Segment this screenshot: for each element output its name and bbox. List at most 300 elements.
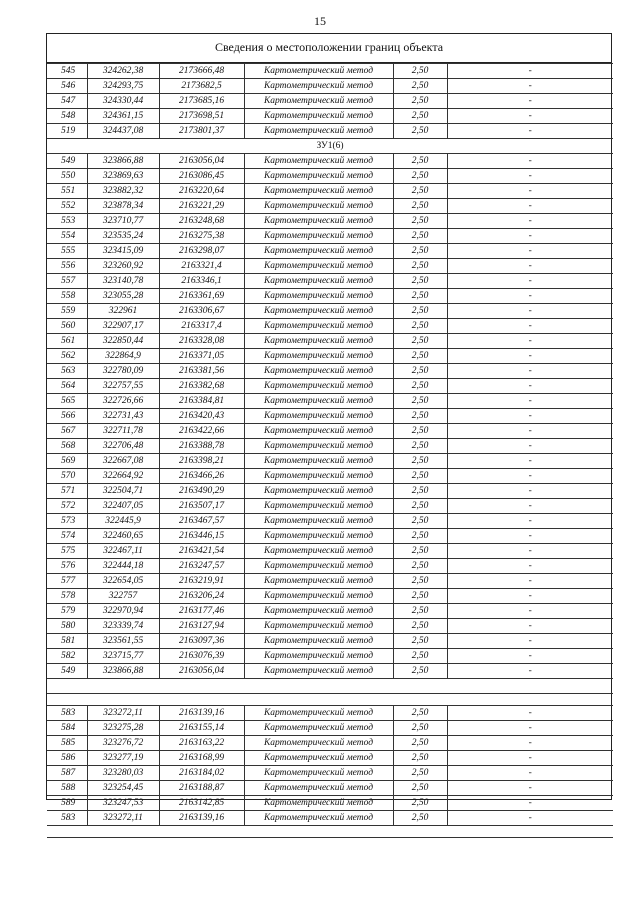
accuracy-cell: 2,50 (393, 499, 447, 514)
point-number-cell: 586 (47, 751, 87, 766)
y-coordinate-cell: 2163219,91 (159, 574, 244, 589)
y-coordinate-cell: 2163056,04 (159, 664, 244, 679)
y-coordinate-cell: 2173682,5 (159, 79, 244, 94)
accuracy-cell: 2,50 (393, 274, 447, 289)
table-row (47, 304, 613, 319)
y-coordinate-cell: 2163361,69 (159, 289, 244, 304)
y-coordinate-cell: 2163177,46 (159, 604, 244, 619)
point-number-cell: 565 (47, 394, 87, 409)
note-cell: - (447, 664, 613, 679)
accuracy-cell: 2,50 (393, 334, 447, 349)
x-coordinate-cell: 323247,53 (87, 796, 159, 811)
y-coordinate-cell: 2163248,68 (159, 214, 244, 229)
point-number-cell: 564 (47, 379, 87, 394)
point-number-cell: 551 (47, 184, 87, 199)
accuracy-cell: 2,50 (393, 484, 447, 499)
point-number-cell: 577 (47, 574, 87, 589)
point-number-cell: 557 (47, 274, 87, 289)
accuracy-cell: 2,50 (393, 259, 447, 274)
x-coordinate-cell: 322407,05 (87, 499, 159, 514)
y-coordinate-cell: 2163206,24 (159, 589, 244, 604)
point-number-cell: 545 (47, 64, 87, 79)
method-cell: Картометрический метод (244, 184, 393, 199)
note-cell: - (447, 364, 613, 379)
method-cell: Картометрический метод (244, 169, 393, 184)
accuracy-cell: 2,50 (393, 229, 447, 244)
accuracy-cell: 2,50 (393, 664, 447, 679)
x-coordinate-cell: 323055,28 (87, 289, 159, 304)
note-cell: - (447, 454, 613, 469)
table-row (47, 214, 613, 229)
y-coordinate-cell: 2163139,16 (159, 706, 244, 721)
method-cell: Картометрический метод (244, 94, 393, 109)
x-coordinate-cell: 323415,09 (87, 244, 159, 259)
y-coordinate-cell: 2173698,51 (159, 109, 244, 124)
method-cell: Картометрический метод (244, 529, 393, 544)
accuracy-cell: 2,50 (393, 796, 447, 811)
y-coordinate-cell: 2163422,66 (159, 424, 244, 439)
x-coordinate-cell: 322654,05 (87, 574, 159, 589)
y-coordinate-cell: 2163346,1 (159, 274, 244, 289)
accuracy-cell: 2,50 (393, 424, 447, 439)
method-cell: Картометрический метод (244, 589, 393, 604)
y-coordinate-cell: 2163220,64 (159, 184, 244, 199)
point-number-cell: 560 (47, 319, 87, 334)
table-row (47, 229, 613, 244)
method-cell: Картометрический метод (244, 664, 393, 679)
method-cell: Картометрический метод (244, 424, 393, 439)
accuracy-cell: 2,50 (393, 394, 447, 409)
x-coordinate-cell: 323275,28 (87, 721, 159, 736)
accuracy-cell: 2,50 (393, 169, 447, 184)
method-cell: Картометрический метод (244, 304, 393, 319)
accuracy-cell: 2,50 (393, 649, 447, 664)
table-row (47, 589, 613, 604)
table-row (47, 766, 613, 781)
table-row (47, 736, 613, 751)
note-cell: - (447, 559, 613, 574)
note-cell: - (447, 304, 613, 319)
note-cell: - (447, 334, 613, 349)
note-cell: - (447, 289, 613, 304)
accuracy-cell: 2,50 (393, 766, 447, 781)
table-row (47, 796, 613, 811)
accuracy-cell: 2,50 (393, 409, 447, 424)
x-coordinate-cell: 322726,66 (87, 394, 159, 409)
x-coordinate-cell: 322780,09 (87, 364, 159, 379)
accuracy-cell: 2,50 (393, 304, 447, 319)
table-row (47, 706, 613, 721)
x-coordinate-cell: 323869,63 (87, 169, 159, 184)
point-number-cell: 588 (47, 781, 87, 796)
note-cell: - (447, 349, 613, 364)
table-row (47, 274, 613, 289)
x-coordinate-cell: 322664,92 (87, 469, 159, 484)
table-row (47, 811, 613, 826)
y-coordinate-cell: 2163388,78 (159, 439, 244, 454)
note-cell: - (447, 379, 613, 394)
accuracy-cell: 2,50 (393, 319, 447, 334)
x-coordinate-cell: 322850,44 (87, 334, 159, 349)
table-row (47, 604, 613, 619)
y-coordinate-cell: 2163155,14 (159, 721, 244, 736)
note-cell: - (447, 514, 613, 529)
point-number-cell: 572 (47, 499, 87, 514)
empty-row (47, 679, 613, 694)
empty-cell (47, 826, 613, 838)
x-coordinate-cell: 323140,78 (87, 274, 159, 289)
x-coordinate-cell: 324293,75 (87, 79, 159, 94)
method-cell: Картометрический метод (244, 736, 393, 751)
method-cell: Картометрический метод (244, 781, 393, 796)
point-number-cell: 546 (47, 79, 87, 94)
point-number-cell: 519 (47, 124, 87, 139)
x-coordinate-cell: 323561,55 (87, 634, 159, 649)
y-coordinate-cell: 2163163,22 (159, 736, 244, 751)
x-coordinate-cell: 322864,9 (87, 349, 159, 364)
note-cell: - (447, 469, 613, 484)
point-number-cell: 582 (47, 649, 87, 664)
table-row (47, 664, 613, 679)
note-cell: - (447, 484, 613, 499)
accuracy-cell: 2,50 (393, 589, 447, 604)
note-cell: - (447, 154, 613, 169)
x-coordinate-cell: 323254,45 (87, 781, 159, 796)
x-coordinate-cell: 322961 (87, 304, 159, 319)
table-row (47, 529, 613, 544)
point-number-cell: 558 (47, 289, 87, 304)
table-row (47, 364, 613, 379)
x-coordinate-cell: 324262,38 (87, 64, 159, 79)
table-row (47, 79, 613, 94)
method-cell: Картометрический метод (244, 619, 393, 634)
y-coordinate-cell: 2163507,17 (159, 499, 244, 514)
y-coordinate-cell: 2163086,45 (159, 169, 244, 184)
note-cell: - (447, 781, 613, 796)
note-cell: - (447, 811, 613, 826)
x-coordinate-cell: 324361,15 (87, 109, 159, 124)
accuracy-cell: 2,50 (393, 544, 447, 559)
table-row (47, 184, 613, 199)
x-coordinate-cell: 323277,19 (87, 751, 159, 766)
accuracy-cell: 2,50 (393, 811, 447, 826)
accuracy-cell: 2,50 (393, 349, 447, 364)
accuracy-cell: 2,50 (393, 154, 447, 169)
method-cell: Картометрический метод (244, 454, 393, 469)
x-coordinate-cell: 322706,48 (87, 439, 159, 454)
point-number-cell: 556 (47, 259, 87, 274)
point-number-cell: 584 (47, 721, 87, 736)
x-coordinate-cell: 323272,11 (87, 706, 159, 721)
method-cell: Картометрический метод (244, 766, 393, 781)
method-cell: Картометрический метод (244, 559, 393, 574)
point-number-cell: 576 (47, 559, 87, 574)
point-number-cell: 575 (47, 544, 87, 559)
table-row (47, 169, 613, 184)
note-cell: - (447, 736, 613, 751)
method-cell: Картометрический метод (244, 439, 393, 454)
point-number-cell: 580 (47, 619, 87, 634)
table-row (47, 289, 613, 304)
note-cell: - (447, 184, 613, 199)
accuracy-cell: 2,50 (393, 214, 447, 229)
method-cell: Картометрический метод (244, 721, 393, 736)
y-coordinate-cell: 2163317,4 (159, 319, 244, 334)
y-coordinate-cell: 2173666,48 (159, 64, 244, 79)
method-cell: Картометрический метод (244, 409, 393, 424)
point-number-cell: 553 (47, 214, 87, 229)
point-number-cell: 561 (47, 334, 87, 349)
note-cell: - (447, 214, 613, 229)
method-cell: Картометрический метод (244, 379, 393, 394)
method-cell: Картометрический метод (244, 349, 393, 364)
accuracy-cell: 2,50 (393, 721, 447, 736)
note-cell: - (447, 706, 613, 721)
y-coordinate-cell: 2163168,99 (159, 751, 244, 766)
point-number-cell: 555 (47, 244, 87, 259)
x-coordinate-cell: 322460,65 (87, 529, 159, 544)
point-number-cell: 549 (47, 664, 87, 679)
y-coordinate-cell: 2163371,05 (159, 349, 244, 364)
point-number-cell: 550 (47, 169, 87, 184)
x-coordinate-cell: 323882,32 (87, 184, 159, 199)
table-row (47, 649, 613, 664)
y-coordinate-cell: 2163056,04 (159, 154, 244, 169)
y-coordinate-cell: 2163382,68 (159, 379, 244, 394)
page-number: 15 (314, 14, 326, 28)
accuracy-cell: 2,50 (393, 634, 447, 649)
note-cell: - (447, 574, 613, 589)
y-coordinate-cell: 2163381,56 (159, 364, 244, 379)
table-row (47, 124, 613, 139)
point-number-cell: 574 (47, 529, 87, 544)
point-number-cell: 549 (47, 154, 87, 169)
method-cell: Картометрический метод (244, 544, 393, 559)
method-cell: Картометрический метод (244, 484, 393, 499)
x-coordinate-cell: 323866,88 (87, 664, 159, 679)
point-number-cell: 559 (47, 304, 87, 319)
note-cell: - (447, 409, 613, 424)
x-coordinate-cell: 322444,18 (87, 559, 159, 574)
table-row (47, 379, 613, 394)
note-cell: - (447, 544, 613, 559)
method-cell: Картометрический метод (244, 604, 393, 619)
point-number-cell: 589 (47, 796, 87, 811)
table-row (47, 349, 613, 364)
note-cell: - (447, 244, 613, 259)
x-coordinate-cell: 323535,24 (87, 229, 159, 244)
point-number-cell: 585 (47, 736, 87, 751)
x-coordinate-cell: 323280,03 (87, 766, 159, 781)
point-number-cell: 587 (47, 766, 87, 781)
y-coordinate-cell: 2163127,94 (159, 619, 244, 634)
point-number-cell: 568 (47, 439, 87, 454)
method-cell: Картометрический метод (244, 394, 393, 409)
point-number-cell: 566 (47, 409, 87, 424)
table-title: Сведения о местоположении границ объекта (47, 34, 611, 63)
x-coordinate-cell: 323260,92 (87, 259, 159, 274)
note-cell: - (447, 721, 613, 736)
note-cell: - (447, 394, 613, 409)
method-cell: Картометрический метод (244, 706, 393, 721)
accuracy-cell: 2,50 (393, 559, 447, 574)
method-cell: Картометрический метод (244, 244, 393, 259)
accuracy-cell: 2,50 (393, 529, 447, 544)
point-number-cell: 547 (47, 94, 87, 109)
x-coordinate-cell: 324437,08 (87, 124, 159, 139)
coordinates-table (47, 63, 613, 838)
method-cell: Картометрический метод (244, 229, 393, 244)
table-row (47, 109, 613, 124)
note-cell: - (447, 796, 613, 811)
table-row (47, 409, 613, 424)
table-row (47, 544, 613, 559)
note-cell: - (447, 424, 613, 439)
table-row (47, 559, 613, 574)
method-cell: Картометрический метод (244, 109, 393, 124)
y-coordinate-cell: 2163139,16 (159, 811, 244, 826)
table-row (47, 439, 613, 454)
method-cell: Картометрический метод (244, 334, 393, 349)
point-number-cell: 583 (47, 706, 87, 721)
table-row (47, 514, 613, 529)
y-coordinate-cell: 2163076,39 (159, 649, 244, 664)
note-cell: - (447, 169, 613, 184)
method-cell: Картометрический метод (244, 289, 393, 304)
point-number-cell: 552 (47, 199, 87, 214)
accuracy-cell: 2,50 (393, 124, 447, 139)
x-coordinate-cell: 322445,9 (87, 514, 159, 529)
empty-cell (47, 694, 613, 706)
method-cell: Картометрический метод (244, 259, 393, 274)
accuracy-cell: 2,50 (393, 439, 447, 454)
y-coordinate-cell: 2163467,57 (159, 514, 244, 529)
accuracy-cell: 2,50 (393, 469, 447, 484)
x-coordinate-cell: 322504,71 (87, 484, 159, 499)
point-number-cell: 571 (47, 484, 87, 499)
point-number-cell: 573 (47, 514, 87, 529)
x-coordinate-cell: 322970,94 (87, 604, 159, 619)
accuracy-cell: 2,50 (393, 289, 447, 304)
x-coordinate-cell: 322667,08 (87, 454, 159, 469)
x-coordinate-cell: 323715,77 (87, 649, 159, 664)
note-cell: - (447, 274, 613, 289)
table-row (47, 469, 613, 484)
note-cell: - (447, 124, 613, 139)
x-coordinate-cell: 322731,43 (87, 409, 159, 424)
empty-cell (47, 679, 613, 694)
y-coordinate-cell: 2163306,67 (159, 304, 244, 319)
accuracy-cell: 2,50 (393, 574, 447, 589)
point-number-cell: 583 (47, 811, 87, 826)
method-cell: Картометрический метод (244, 574, 393, 589)
method-cell: Картометрический метод (244, 274, 393, 289)
note-cell: - (447, 751, 613, 766)
table-row (47, 64, 613, 79)
table-row (47, 634, 613, 649)
y-coordinate-cell: 2163188,87 (159, 781, 244, 796)
point-number-cell: 569 (47, 454, 87, 469)
method-cell: Картометрический метод (244, 634, 393, 649)
y-coordinate-cell: 2163490,29 (159, 484, 244, 499)
note-cell: - (447, 64, 613, 79)
accuracy-cell: 2,50 (393, 199, 447, 214)
table-row (47, 319, 613, 334)
method-cell: Картометрический метод (244, 124, 393, 139)
empty-row (47, 694, 613, 706)
coordinates-table-body (47, 64, 613, 838)
method-cell: Картометрический метод (244, 79, 393, 94)
note-cell: - (447, 94, 613, 109)
accuracy-cell: 2,50 (393, 79, 447, 94)
table-row (47, 781, 613, 796)
table-row (47, 499, 613, 514)
method-cell: Картометрический метод (244, 469, 393, 484)
accuracy-cell: 2,50 (393, 379, 447, 394)
note-cell: - (447, 199, 613, 214)
table-row (47, 334, 613, 349)
y-coordinate-cell: 2173685,16 (159, 94, 244, 109)
method-cell: Картометрический метод (244, 811, 393, 826)
y-coordinate-cell: 2163321,4 (159, 259, 244, 274)
method-cell: Картометрический метод (244, 364, 393, 379)
y-coordinate-cell: 2173801,37 (159, 124, 244, 139)
method-cell: Картометрический метод (244, 154, 393, 169)
table-row (47, 574, 613, 589)
method-cell: Картометрический метод (244, 319, 393, 334)
x-coordinate-cell: 323710,77 (87, 214, 159, 229)
x-coordinate-cell: 323272,11 (87, 811, 159, 826)
note-cell: - (447, 499, 613, 514)
x-coordinate-cell: 323339,74 (87, 619, 159, 634)
table-row (47, 484, 613, 499)
x-coordinate-cell: 322711,78 (87, 424, 159, 439)
method-cell: Картометрический метод (244, 199, 393, 214)
x-coordinate-cell: 324330,44 (87, 94, 159, 109)
accuracy-cell: 2,50 (393, 619, 447, 634)
accuracy-cell: 2,50 (393, 514, 447, 529)
accuracy-cell: 2,50 (393, 706, 447, 721)
y-coordinate-cell: 2163328,08 (159, 334, 244, 349)
x-coordinate-cell: 323276,72 (87, 736, 159, 751)
accuracy-cell: 2,50 (393, 64, 447, 79)
note-cell: - (447, 109, 613, 124)
point-number-cell: 563 (47, 364, 87, 379)
note-cell: - (447, 439, 613, 454)
x-coordinate-cell: 323878,34 (87, 199, 159, 214)
table-row (47, 721, 613, 736)
y-coordinate-cell: 2163466,26 (159, 469, 244, 484)
table-row (47, 424, 613, 439)
method-cell: Картометрический метод (244, 649, 393, 664)
table-row (47, 619, 613, 634)
note-cell: - (447, 619, 613, 634)
note-cell: - (447, 634, 613, 649)
point-number-cell: 581 (47, 634, 87, 649)
point-number-cell: 554 (47, 229, 87, 244)
y-coordinate-cell: 2163247,57 (159, 559, 244, 574)
note-cell: - (447, 649, 613, 664)
y-coordinate-cell: 2163184,02 (159, 766, 244, 781)
note-cell: - (447, 319, 613, 334)
x-coordinate-cell: 322467,11 (87, 544, 159, 559)
method-cell: Картометрический метод (244, 796, 393, 811)
accuracy-cell: 2,50 (393, 604, 447, 619)
y-coordinate-cell: 2163398,21 (159, 454, 244, 469)
y-coordinate-cell: 2163142,85 (159, 796, 244, 811)
point-number-cell: 579 (47, 604, 87, 619)
section-row (47, 139, 613, 154)
